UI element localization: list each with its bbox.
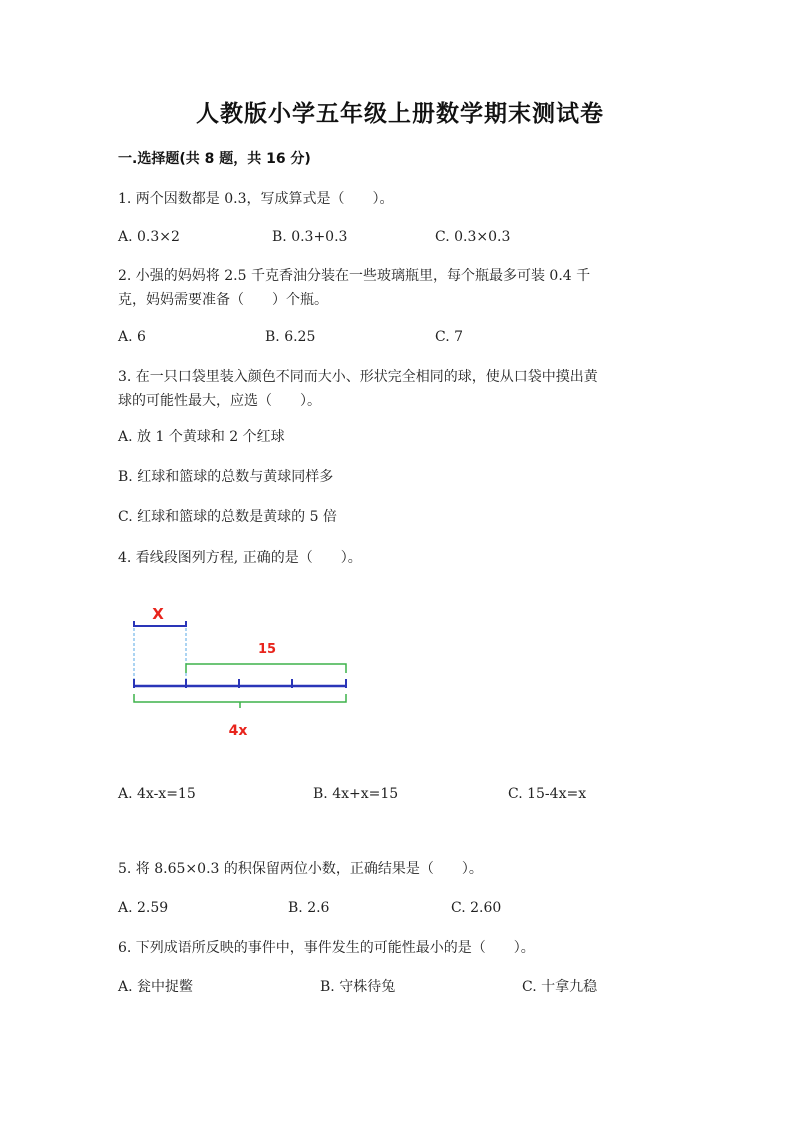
line-segment-diagram <box>120 598 360 748</box>
q4-option-a[interactable]: A. 4x-x=15 <box>118 786 196 802</box>
q6-option-c[interactable]: C. 十拿九稳 <box>522 979 598 995</box>
question-2-line-1: 2. 小强的妈妈将 2.5 千克香油分装在一些玻璃瓶里，每个瓶最多可装 0.4 千 <box>118 268 591 284</box>
question-3-line-2: 球的可能性最大，应选（ ）。 <box>118 393 321 409</box>
bracket-15 <box>186 664 346 673</box>
label-4x: 4x <box>228 723 248 739</box>
q3-option-c[interactable]: C. 红球和篮球的总数是黄球的 5 倍 <box>118 509 337 525</box>
q2-option-c[interactable]: C. 7 <box>435 329 464 345</box>
label-x: X <box>152 605 164 623</box>
question-6: 6. 下列成语所反映的事件中，事件发生的可能性最小的是（ ）。 <box>118 940 535 956</box>
q1-option-a[interactable]: A. 0.3×2 <box>118 229 180 245</box>
page-title: 人教版小学五年级上册数学期末测试卷 <box>196 101 604 127</box>
q1-option-c[interactable]: C. 0.3×0.3 <box>435 229 511 245</box>
question-2-line-2: 克，妈妈需要准备（ ）个瓶。 <box>118 292 328 308</box>
question-1: 1. 两个因数都是 0.3，写成算式是（ ）。 <box>118 191 394 207</box>
question-2 <box>118 264 678 312</box>
section-heading: 一.选择题(共 8 题，共 16 分) <box>118 151 311 167</box>
q2-option-b[interactable]: B. 6.25 <box>265 329 316 345</box>
question-3-line-1: 3. 在一只口袋里装入颜色不同而大小、形状完全相同的球，使从口袋中摸出黄 <box>118 369 598 385</box>
q2-option-a[interactable]: A. 6 <box>118 329 146 345</box>
question-5: 5. 将 8.65×0.3 的积保留两位小数，正确结果是（ ）。 <box>118 861 483 877</box>
question-4: 4. 看线段图列方程, 正确的是（ ）。 <box>118 550 362 566</box>
q4-option-c[interactable]: C. 15-4x=x <box>508 786 587 802</box>
q1-option-b[interactable]: B. 0.3+0.3 <box>272 229 348 245</box>
q3-option-b[interactable]: B. 红球和篮球的总数与黄球同样多 <box>118 469 334 485</box>
q5-option-a[interactable]: A. 2.59 <box>118 900 169 916</box>
q3-option-a[interactable]: A. 放 1 个黄球和 2 个红球 <box>118 429 285 445</box>
q5-option-c[interactable]: C. 2.60 <box>451 900 502 916</box>
question-3 <box>118 365 678 413</box>
q5-option-b[interactable]: B. 2.6 <box>288 900 330 916</box>
q6-option-b[interactable]: B. 守株待兔 <box>320 979 396 995</box>
label-15: 15 <box>257 642 277 657</box>
bracket-4x <box>134 694 346 708</box>
q4-option-b[interactable]: B. 4x+x=15 <box>313 786 399 802</box>
q6-option-a[interactable]: A. 瓮中捉鳖 <box>118 979 194 995</box>
